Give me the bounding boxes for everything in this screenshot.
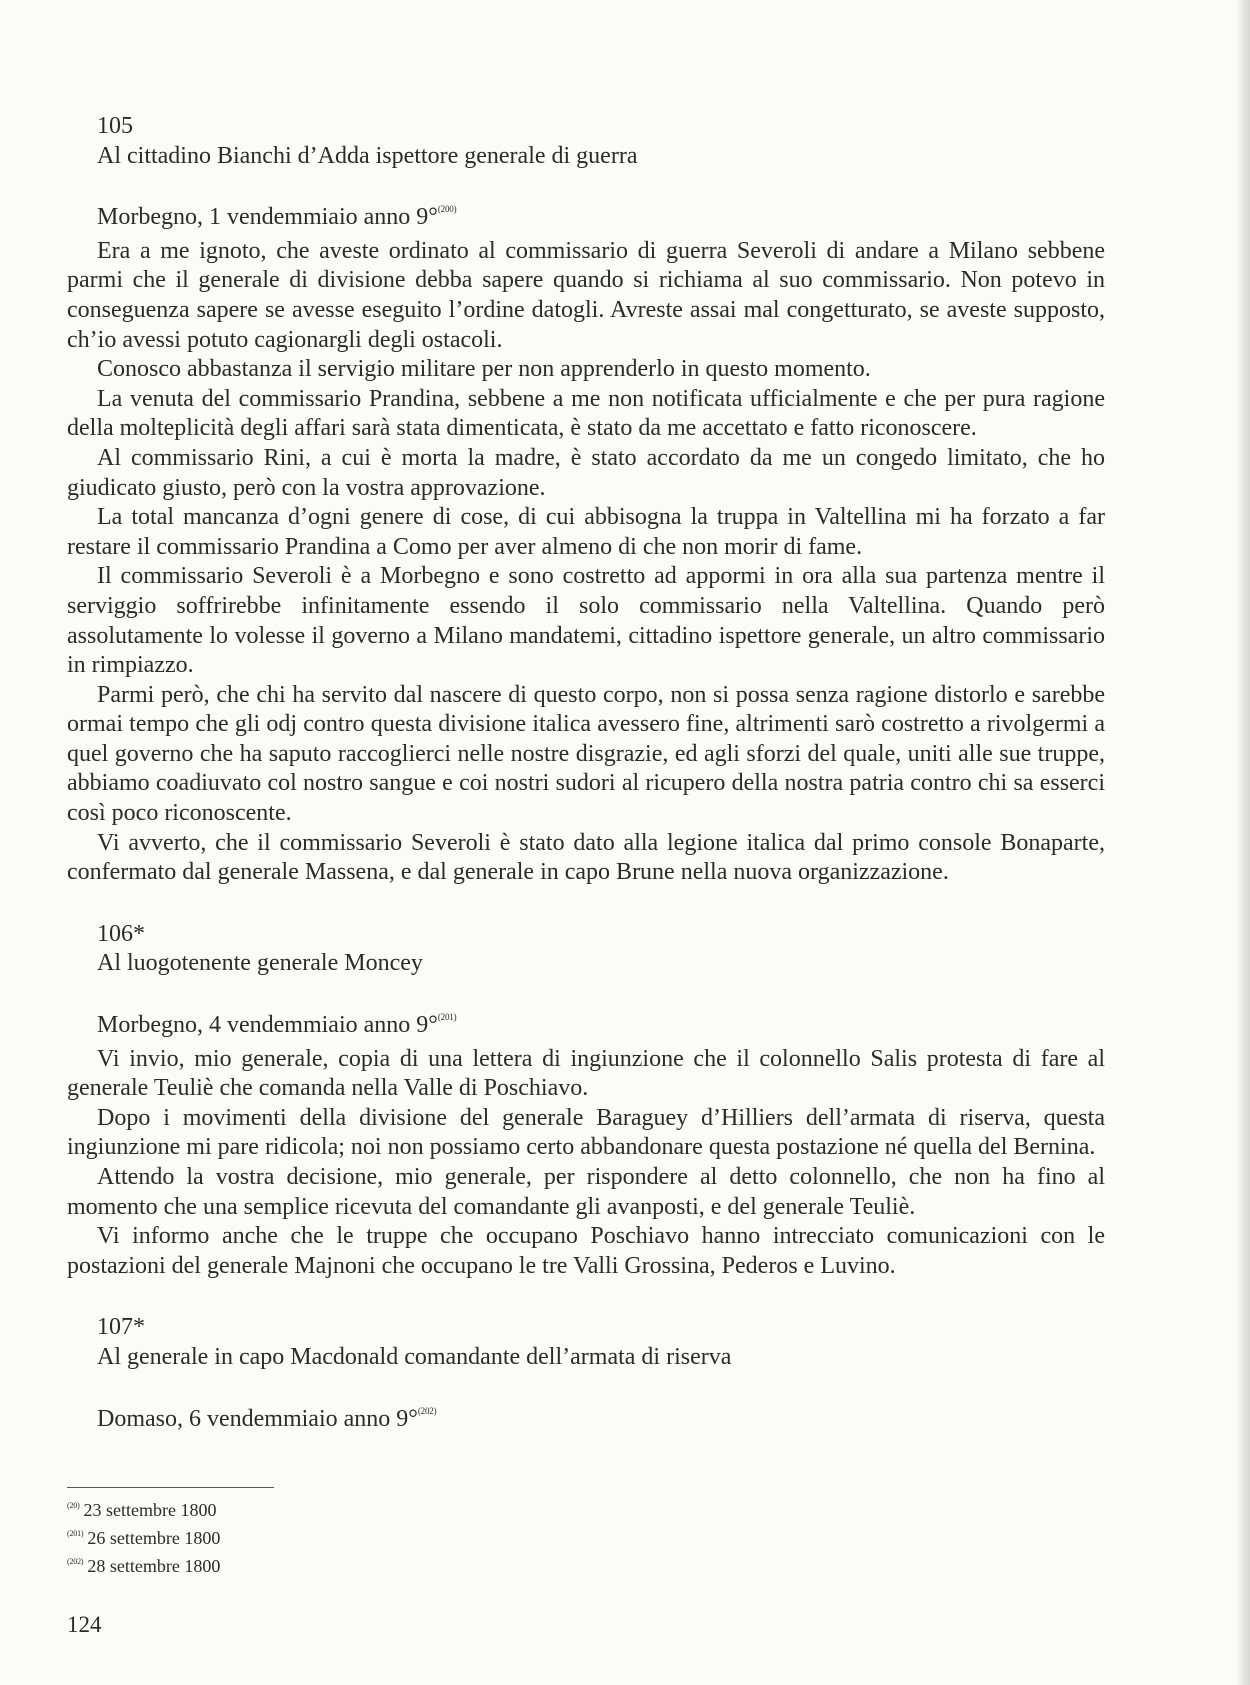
letter-date: Morbegno, 1 vendemmiaio anno 9° (97, 204, 438, 231)
letter-number: 106* (97, 920, 145, 947)
letter-date: Morbegno, 4 vendemmiaio anno 9° (97, 1012, 438, 1039)
footnote (67, 1526, 667, 1554)
letter-addressee: Al cittadino Bianchi d’Adda ispettore generale di guerra (97, 142, 638, 169)
footnote-ref: (202) (417, 1405, 437, 1416)
footnote-mark: (201) (67, 1529, 84, 1538)
paragraph: Era a me ignoto, che aveste ordinato al commissario di guerra Severoli di andare a Milano sebbene parmi che il generale di divisione debba sapere quando si richiama al suo commissario. Non potevo in conseguenza sapere se avesse eseguito l’ordine datogli. Avreste assai mal congetturato, se aveste supposto, ch’io avessi potuto cagionargli degli ostacoli. (67, 237, 1105, 353)
page-number: 124 (67, 1612, 102, 1637)
footnote-ref: (200) (437, 204, 457, 215)
footnote-text: 26 settembre 1800 (87, 1528, 221, 1548)
paragraph: Il commissario Severoli è a Morbegno e sono costretto ad appormi in ora alla sua partenza mentre il serviggio soffrirebbe infinitamente essendo il solo commissario nella Valtellina. Quando però assolutamente lo volesse il governo a Milano mandatemi, cittadino ispettore generale, un altro commissario in rimpiazzo. (67, 563, 1105, 679)
letter-105 (67, 112, 1105, 888)
paragraph: Parmi però, che chi ha servito dal nascere di questo corpo, non si possa senza ragione distorlo e sarebbe ormai tempo che gli odj contro questa divisione italica avessero fine, altrimenti sarò costretto a rivolgermi a quel governo che ha saputo raccoglierci nelle nostre disgrazie, ed agli sforzi del quale, uniti alle sue truppe, abbiamo coadiuvato col nostro sangue e coi nostri sudori al ricupero della nostra patria contro chi sa esserci così poco riconoscente. (67, 681, 1105, 827)
paragraph: La venuta del commissario Prandina, sebbene a me non notificata ufficialmente e che per pura ragione della molteplicità degli affari sarà stata dimenticata, è stato da me accettato e fatto riconoscere. (67, 385, 1105, 442)
paragraph: Conosco abbastanza il servigio militare per non apprenderlo in questo momento. (97, 356, 871, 383)
footnote-mark: (202) (67, 1557, 84, 1566)
footnotes (67, 1498, 667, 1582)
letter-addressee: Al generale in capo Macdonald comandante dell’armata di riserva (97, 1343, 732, 1370)
footnote-text: 23 settembre 1800 (83, 1500, 217, 1520)
letter-addressee: Al luogotenente generale Moncey (97, 950, 423, 977)
letter-number: 107* (97, 1314, 145, 1341)
letter-107 (67, 1313, 1105, 1438)
paragraph: Vi invio, mio generale, copia di una lettera di ingiunzione che il colonnello Salis protesta di fare al generale Teuliè che comanda nella Valle di Poschiavo. (67, 1045, 1105, 1102)
paragraph: Al commissario Rini, a cui è morta la madre, è stato accordato da me un congedo limitato, che ho giudicato giusto, però con la vostra approvazione. (67, 444, 1105, 501)
letter-date: Domaso, 6 vendemmiaio anno 9° (97, 1405, 418, 1432)
paragraph: Vi avverto, che il commissario Severoli è stato dato alla legione italica dal primo console Bonaparte, confermato dal generale Massena, e dal generale in capo Brune nella nuova organizzazione. (67, 829, 1105, 886)
footnote (67, 1554, 667, 1582)
letter-dateline (67, 1011, 1105, 1045)
footnote (67, 1498, 667, 1526)
footnote-separator (67, 1487, 274, 1488)
page-edge-shadow (1236, 0, 1250, 1685)
page-body (67, 112, 1105, 1438)
paragraph: Attendo la vostra decisione, mio generale, per rispondere al detto colonnello, che non ha fino al momento che una semplice ricevuta del comandante gli avanposti, e del generale Teuliè. (67, 1164, 1105, 1220)
paragraph: La total mancanza d’ogni genere di cose, di cui abbisogna la truppa in Valtellina mi ha forzato a far restare il commissario Prandina a Como per aver almeno di che non morir di fame. (67, 504, 1105, 560)
footnote-ref: (201) (437, 1012, 457, 1023)
letter-dateline (67, 1405, 1105, 1439)
letter-106 (67, 920, 1105, 1282)
footnote-mark: (20) (67, 1501, 80, 1510)
footnote-text: 28 settembre 1800 (87, 1556, 221, 1576)
letter-number: 105 (97, 113, 133, 139)
paragraph: Dopo i movimenti della divisione del generale Baraguey d’Hilliers dell’armata di riserva, questa ingiunzione mi pare ridicola; noi non possiamo certo abbandonare questa postazione né quella del Bernina. (67, 1104, 1105, 1161)
paragraph: Vi informo anche che le truppe che occupano Poschiavo hanno intrecciato comunicazioni con le postazioni del generale Majnoni che occupano le tre Valli Grossina, Pederos e Luvino. (67, 1223, 1105, 1279)
letter-dateline (67, 203, 1105, 237)
